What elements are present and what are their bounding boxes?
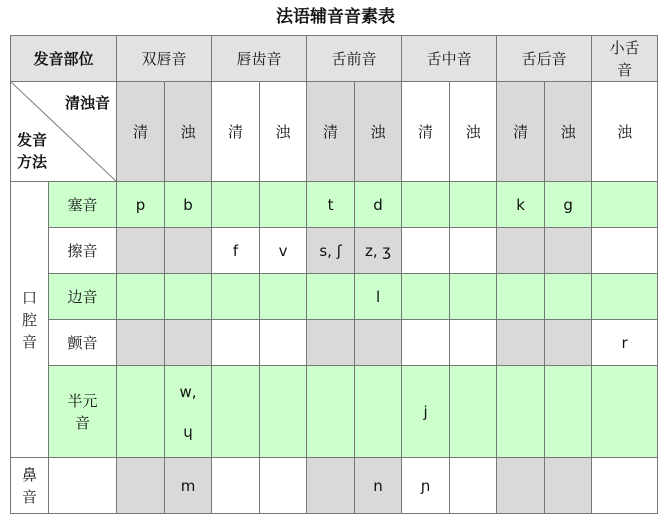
- phoneme-cell: [307, 274, 355, 320]
- voiceless-header: 清: [212, 82, 260, 182]
- phoneme-cell: [592, 182, 658, 228]
- phoneme-cell: ɲ: [402, 458, 450, 514]
- phoneme-cell: j: [402, 366, 450, 458]
- table-title: 法语辅音音素表: [276, 7, 395, 27]
- nasal-row: [11, 458, 658, 514]
- phoneme-cell: [450, 320, 497, 366]
- phoneme-cell: [212, 320, 260, 366]
- voiceless-header: 清: [307, 82, 355, 182]
- phoneme-cell: [450, 228, 497, 274]
- phoneme-cell: [307, 366, 355, 458]
- phoneme-cell: [402, 274, 450, 320]
- fricative-label: 擦音: [49, 228, 117, 274]
- phoneme-cell: [212, 366, 260, 458]
- voiced-header: 浊: [355, 82, 402, 182]
- phoneme-cell: [212, 274, 260, 320]
- phoneme-cell: [402, 228, 450, 274]
- semivowel-label: [49, 366, 117, 458]
- manner-label-line2: 方法: [17, 153, 48, 171]
- uvular-header: [592, 36, 658, 82]
- phoneme-cell: p: [117, 182, 165, 228]
- phoneme-cell: t: [307, 182, 355, 228]
- phoneme-cell: [212, 458, 260, 514]
- voiced-header: 浊: [545, 82, 592, 182]
- phoneme-cell: [450, 274, 497, 320]
- semivowel-label-line1: 半元: [67, 391, 98, 410]
- oral-label-1: 口: [21, 288, 37, 307]
- phoneme-cell: [260, 274, 307, 320]
- consonant-table: [10, 35, 658, 514]
- diagonal-header-cell: [11, 82, 117, 182]
- semivowel-label-line2: 音: [75, 413, 91, 432]
- phoneme-cell: [165, 320, 212, 366]
- phoneme-cell: [545, 274, 592, 320]
- phoneme-cell: [117, 366, 165, 458]
- phoneme-cell: l: [355, 274, 402, 320]
- fricative-row: [11, 228, 658, 274]
- phoneme-cell-bilabial-semivowel: [165, 366, 212, 458]
- phoneme-cell: [165, 274, 212, 320]
- nasal-group-label: [11, 458, 49, 514]
- labiodental-header: 唇齿音: [212, 36, 307, 82]
- phoneme-cell: [117, 320, 165, 366]
- palatal-header: 舌中音: [402, 36, 497, 82]
- phoneme-cell: [355, 320, 402, 366]
- phoneme-cell: [307, 458, 355, 514]
- phoneme-cell: b: [165, 182, 212, 228]
- header-row-voicing: [11, 82, 658, 182]
- voicing-label: 清浊音: [65, 94, 111, 112]
- phoneme-cell: [545, 458, 592, 514]
- phoneme-cell: v: [260, 228, 307, 274]
- manner-label: [17, 129, 47, 173]
- phoneme-cell: [117, 228, 165, 274]
- lateral-label: 边音: [49, 274, 117, 320]
- manner-label-line1: 发音: [17, 131, 48, 149]
- phoneme-cell: [212, 182, 260, 228]
- nasal-label-1: 鼻: [21, 465, 37, 484]
- phoneme-cell: [497, 366, 545, 458]
- phoneme-cell: [592, 274, 658, 320]
- phoneme-cell: g: [545, 182, 592, 228]
- phoneme-cell: [355, 366, 402, 458]
- oral-label-3: 音: [21, 332, 37, 351]
- lateral-row: [11, 274, 658, 320]
- bilabial-header: 双唇音: [117, 36, 212, 82]
- uvular-header-line2: 音: [617, 60, 633, 79]
- phoneme-cell: s, ʃ: [307, 228, 355, 274]
- voiced-header: 浊: [592, 82, 658, 182]
- phoneme-cell: m: [165, 458, 212, 514]
- oral-label-2: 腔: [21, 310, 37, 329]
- velar-header: 舌后音: [497, 36, 592, 82]
- phoneme-cell: [497, 228, 545, 274]
- nasal-subtype-cell: [49, 458, 117, 514]
- articulation-place-header: 发音部位: [11, 36, 117, 82]
- phoneme-cell: [497, 274, 545, 320]
- phoneme-cell: [260, 366, 307, 458]
- uvular-header-line1: 小舌: [609, 38, 640, 57]
- stop-label: 塞音: [49, 182, 117, 228]
- phoneme-cell: [402, 320, 450, 366]
- phoneme-cell: [117, 274, 165, 320]
- phoneme-cell: [592, 458, 658, 514]
- nasal-label-2: 音: [21, 487, 37, 506]
- voiceless-header: 清: [402, 82, 450, 182]
- phoneme-cell: d: [355, 182, 402, 228]
- phoneme-cell: [402, 182, 450, 228]
- phoneme-cell: [260, 458, 307, 514]
- trill-row: [11, 320, 658, 366]
- phoneme-cell: [592, 228, 658, 274]
- phoneme-cell: [260, 320, 307, 366]
- stop-row: [11, 182, 658, 228]
- phoneme-cell: r: [592, 320, 658, 366]
- phoneme-cell: [497, 458, 545, 514]
- header-row-places: [11, 36, 658, 82]
- phoneme-cell: [450, 366, 497, 458]
- phoneme-cell: [450, 458, 497, 514]
- phoneme-cell: [260, 182, 307, 228]
- voiceless-header: 清: [117, 82, 165, 182]
- phoneme-cell: [545, 320, 592, 366]
- trill-label: 颤音: [49, 320, 117, 366]
- voiced-header: 浊: [165, 82, 212, 182]
- phoneme-cell: f: [212, 228, 260, 274]
- phoneme-cell: [545, 228, 592, 274]
- phoneme-cell: [117, 458, 165, 514]
- phoneme-cell: [497, 320, 545, 366]
- phoneme-cell: [545, 366, 592, 458]
- voiced-header: 浊: [260, 82, 307, 182]
- phoneme-cell: z, ʒ: [355, 228, 402, 274]
- phoneme-w: w,: [179, 382, 197, 401]
- voiceless-header: 清: [497, 82, 545, 182]
- semivowel-row: [11, 366, 658, 458]
- phoneme-cell: k: [497, 182, 545, 228]
- phoneme-cell: [307, 320, 355, 366]
- phoneme-cell: [592, 366, 658, 458]
- phoneme-turned-h: ɥ: [183, 422, 193, 441]
- phoneme-cell: [165, 228, 212, 274]
- voiced-header: 浊: [450, 82, 497, 182]
- phoneme-cell: n: [355, 458, 402, 514]
- phoneme-cell: [450, 182, 497, 228]
- oral-group-label: [11, 182, 49, 458]
- alveolar-header: 舌前音: [307, 36, 402, 82]
